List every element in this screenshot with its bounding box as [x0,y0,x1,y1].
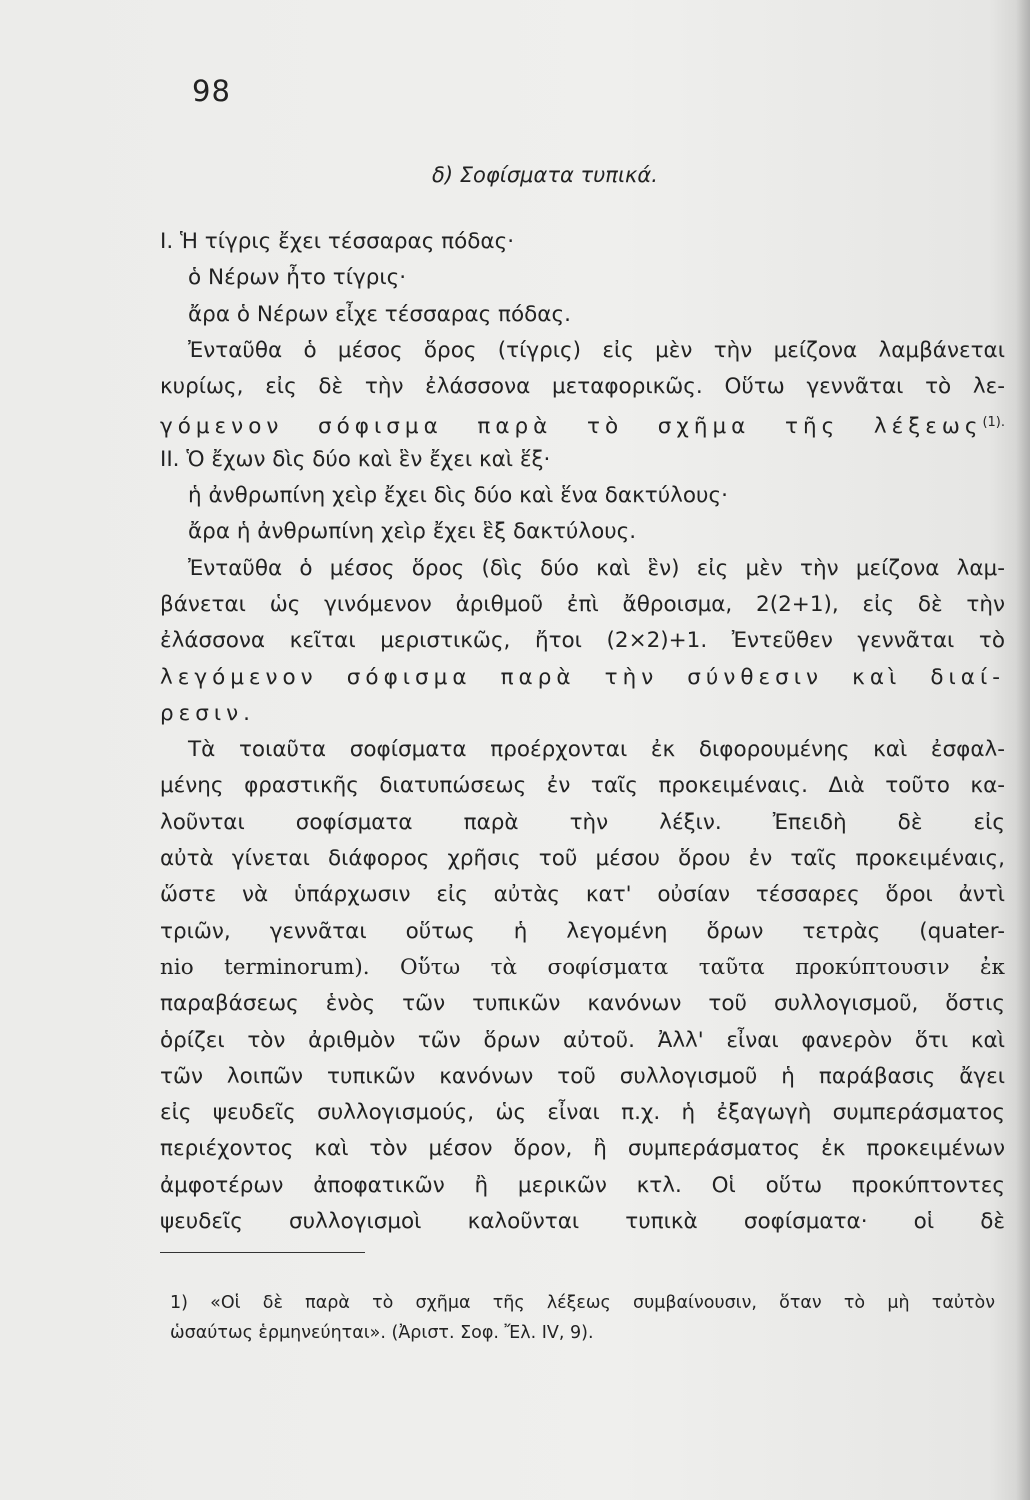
text-line: παραβάσεως ἑνὸς τῶν τυπικῶν κανόνων τοῦ συλλογισμοῦ, ὅστις [160,991,1005,1017]
text-line: Ἐνταῦθα ὁ μέσος ὅρος (δὶς δύο καὶ ἓν) εἰς μὲν τὴν μείζονα λαμ- [188,555,1005,581]
footnote-line: 1) «Οἱ δὲ παρὰ τὸ σχῆμα τῆς λέξεως συμβαίνουσιν, ὅταν τὸ μὴ ταὐτὸν [170,1293,995,1313]
text-line: ψευδεῖς συλλογισμοὶ καλοῦνται τυπικὰ σοφίσματα· οἱ δὲ [160,1209,1005,1235]
text-line: εἰς ψευδεῖς συλλογισμούς, ὡς εἶναι π.χ. ἡ ἐξαγωγὴ συμπεράσματος [160,1100,1005,1126]
text-line: nio terminorum). Οὕτω τὰ σοφίσματα ταῦτα προκύπτουσιν ἐκ [160,954,1005,980]
text-line: μένης φραστικῆς διατυπώσεως ἐν ταῖς προκειμέναις. Διὰ τοῦτο κα- [160,773,1005,799]
spaced-term: γόμενον σόφισμα παρὰ τὸ σχῆμα τῆς λέξεως [160,414,983,440]
text-line: ἀμφοτέρων ἀποφατικῶν ἢ μερικῶν κτλ. Οἱ οὕτω προκύπτοντες [160,1172,1005,1198]
text-line: αὐτὰ γίνεται διάφορος χρῆσις τοῦ μέσου ὅρου ἐν ταῖς προκειμέναις, [160,846,1005,872]
text-line: λοῦνται σοφίσματα παρὰ τὴν λέξιν. Ἐπειδὴ δὲ εἰς [160,809,1005,835]
footnote-line: ὡσαύτως ἑρμηνεύηται». (Ἀριστ. Σοφ. Ἔλ. IV, 9). [170,1323,594,1343]
footnote-reference: (1). [982,415,1005,431]
text-line: βάνεται ὡς γινόμενον ἀριθμοῦ ἐπὶ ἄθροισμα, 2(2+1), εἰς δὲ τὴν [160,591,1005,617]
section-heading: δ) Σοφίσματα τυπικά. [432,163,658,187]
text-line: τριῶν, γεννᾶται οὕτως ἡ λεγομένη ὅρων τετρὰς (quater- [160,918,1005,944]
text-line: ὁρίζει τὸν ἀριθμὸν τῶν ὅρων αὐτοῦ. Ἀλλ' εἶναι φανερὸν ὅτι καὶ [160,1027,1005,1053]
text-line: ρεσιν. [160,700,256,726]
page-number: 98 [192,74,231,108]
body-text [160,224,1005,1240]
text-line: περιέχοντος καὶ τὸν μέσον ὅρον, ἢ συμπεράσματος ἐκ προκειμένων [160,1136,1005,1162]
footnote-divider [160,1252,365,1253]
text-line: ἄρα ἡ ἀνθρωπίνη χεὶρ ἔχει ἓξ δακτύλους. [188,519,637,545]
text-line: ἄρα ὁ Νέρων εἶχε τέσσαρας πόδας. [188,301,571,327]
text-line: ἐλάσσονα κεῖται μεριστικῶς, ἤτοι (2×2)+1. Ἐντεῦθεν γεννᾶται τὸ [160,628,1005,654]
text-line: τῶν λοιπῶν τυπικῶν κανόνων τοῦ συλλογισμοῦ ἡ παράβασις ἄγει [160,1063,1005,1089]
text-line: ὥστε νὰ ὑπάρχωσιν εἰς αὐτὰς κατ' οὐσίαν τέσσαρες ὅροι ἀντὶ [160,882,1005,908]
text-line: Τὰ τοιαῦτα σοφίσματα προέρχονται ἐκ διφορουμένης καὶ ἐσφαλ- [188,737,1005,763]
text-line: II. Ὁ ἔχων δὶς δύο καὶ ἓν ἔχει καὶ ἕξ· [160,446,551,472]
text-line: I. Ἡ τίγρις ἔχει τέσσαρας πόδας· [160,229,515,254]
text-line [160,405,1005,441]
text-line: ἡ ἀνθρωπίνη χεὶρ ἔχει δὶς δύο καὶ ἕνα δακτύλους· [188,483,728,509]
text-line: Ἐνταῦθα ὁ μέσος ὅρος (τίγρις) εἰς μὲν τὴν μείζονα λαμβάνεται [188,337,1005,363]
text-line: ὁ Νέρων ἦτο τίγρις· [188,265,407,291]
text-line: λεγόμενον σόφισμα παρὰ τὴν σύνθεσιν καὶ διαί- [160,664,1005,690]
page-edge-shadow [1016,0,1030,1500]
footnote [170,1288,995,1348]
text-line: κυρίως, εἰς δὲ τὴν ἐλάσσονα μεταφορικῶς. Οὕτω γεννᾶται τὸ λε- [160,374,1005,400]
